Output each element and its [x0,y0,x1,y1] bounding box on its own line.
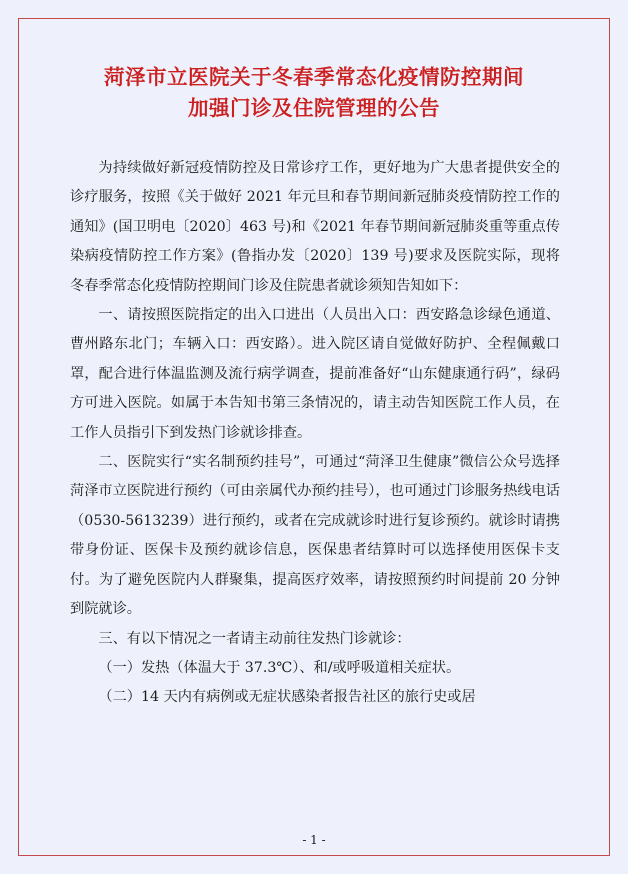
document-body [70,154,560,713]
document-title-line-2: 加强门诊及住院管理的公告 [188,96,440,120]
paragraph-item-1: 一、请按照医院指定的出入口进出（人员出入口：西安路急诊绿色通道、曹州路东北门；车辆入口：西安路）。进入院区请自觉做好防护、全程佩戴口罩，配合进行体温监测及流行病学调查，提前准备好“山东健康通行码”，绿码方可进入医院。如属于本告知书第三条情况的，请主动告知医院工作人员，在工作人员指引下到发热门诊就诊排查。 [70,307,560,441]
document-title-line-1: 菏泽市立医院关于冬春季常态化疫情防控期间 [104,65,524,89]
paragraph-sub-item-1: （一）发热（体温大于 37.3℃）、和/或呼吸道相关症状。 [98,659,461,676]
paragraph-intro: 为持续做好新冠疫情防控及日常诊疗工作，更好地为广大患者提供安全的诊疗服务，按照《关于做好 2021 年元旦和春节期间新冠肺炎疫情防控工作的通知》(国卫明电〔2020〕463 号)和《2021 年春节期间新冠肺炎重等重点传染病疫情防控工作方案》(鲁指办发〔2020〕139 号)要求及医院实际，现将冬春季常态化疫情防控期间门诊及住院患者就诊须知告知如下： [70,160,560,294]
page-number: - 1 - [302,833,326,847]
paragraph-item-2: 二、医院实行“实名制预约挂号”，可通过“菏泽卫生健康”微信公众号选择菏泽市立医院进行预约（可由亲属代办预约挂号），也可通过门诊服务热线电话（0530-5613239）进行预约，或者在完成就诊时进行复诊预约。就诊时请携带身份证、医保卡及预约就诊信息，医保患者结算时可以选择使用医保卡支付。为了避免医院内人群聚集，提高医疗效率，请按照预约时间提前 20 分钟到院就诊。 [70,454,560,618]
paragraph-sub-item-2: （二）14 天内有病例或无症状感染者报告社区的旅行史或居 [98,689,476,706]
paragraph-item-3: 三、有以下情况之一者请主动前往发热门诊就诊： [98,630,411,647]
